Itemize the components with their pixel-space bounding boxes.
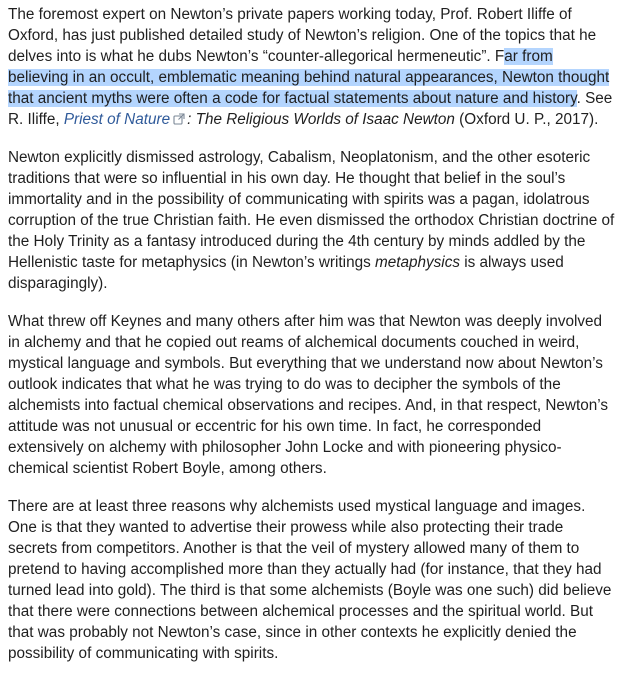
emphasis-metaphysics: metaphysics bbox=[374, 254, 460, 271]
paragraph-1-text: The foremost expert on Newton’s private papers working today, Prof. Robert Iliffe of Oxford, has just published detailed study of Newton’s religion. One of the topics that he delves into is what he dubs Newton’s “counter-allegorical hermeneutic”. F bbox=[8, 6, 597, 65]
paragraph-3: What threw off Keynes and many others after him was that Newton was deeply involved in alchemy and that he copied out reams of alchemical documents couched in weird, mystical language and symbols. But everything that we understand now about Newton’s outlook indicates that what he was trying to do was to decipher the symbols of the alchemists into factual chemical observations and recipes. And, in that respect, Newton’s attitude was not unusual or eccentric for his own time. In fact, he corresponded extensively on alchemy with philosopher John Locke and with pioneering physico-chemical scientist Robert Boyle, among others. bbox=[8, 313, 609, 477]
paragraph-2-text-cont: is always used disparagingly). bbox=[8, 254, 564, 292]
paragraph-4: There are at least three reasons why alchemists used mystical language and images. One is that they wanted to advertise their prowess while also protecting their trade secrets from competitors. Another is that the veil of mystery allowed many of them to pretend to having accomplished more than they actually had (for instance, that they had turned lead into gold). The third is that some alchemists (Boyle was one such) did believe that there were connections between alchemical processes and the spiritual world. But that was probably not Newton’s case, since in other contexts he explicitly denied the possibility of communicating with spirits. bbox=[8, 498, 612, 662]
book-subtitle: : The Religious Worlds of Isaac Newton bbox=[187, 111, 455, 128]
priest-of-nature-link[interactable]: Priest of Nature bbox=[63, 111, 171, 128]
external-link-icon[interactable] bbox=[173, 113, 185, 125]
selected-text-highlight[interactable]: ar from believing in an occult, emblematic meaning behind natural appearances, Newton thought that ancient myths were often a code for factual statements about nature and history bbox=[8, 48, 610, 107]
paragraph-1-text-cont: . See R. Iliffe, bbox=[8, 90, 613, 128]
paragraph-2 bbox=[8, 147, 616, 294]
paragraph-1 bbox=[8, 4, 616, 130]
paragraph-2-text: Newton explicitly dismissed astrology, Cabalism, Neoplatonism, and the other esoteric traditions that were so influential in his own day. He thought that belief in the soul’s immortality and in the possibility of communicating with spirits was a pagan, idolatrous corruption of the true Christian faith. He even dismissed the orthodox Christian doctrine of the Holy Trinity as a fantasy introduced during the 4th century by minds addled by the Hellenistic taste for metaphysics (in Newton’s writings bbox=[8, 149, 615, 271]
paragraph-1-citation: (Oxford U. P., 2017). bbox=[454, 111, 599, 128]
